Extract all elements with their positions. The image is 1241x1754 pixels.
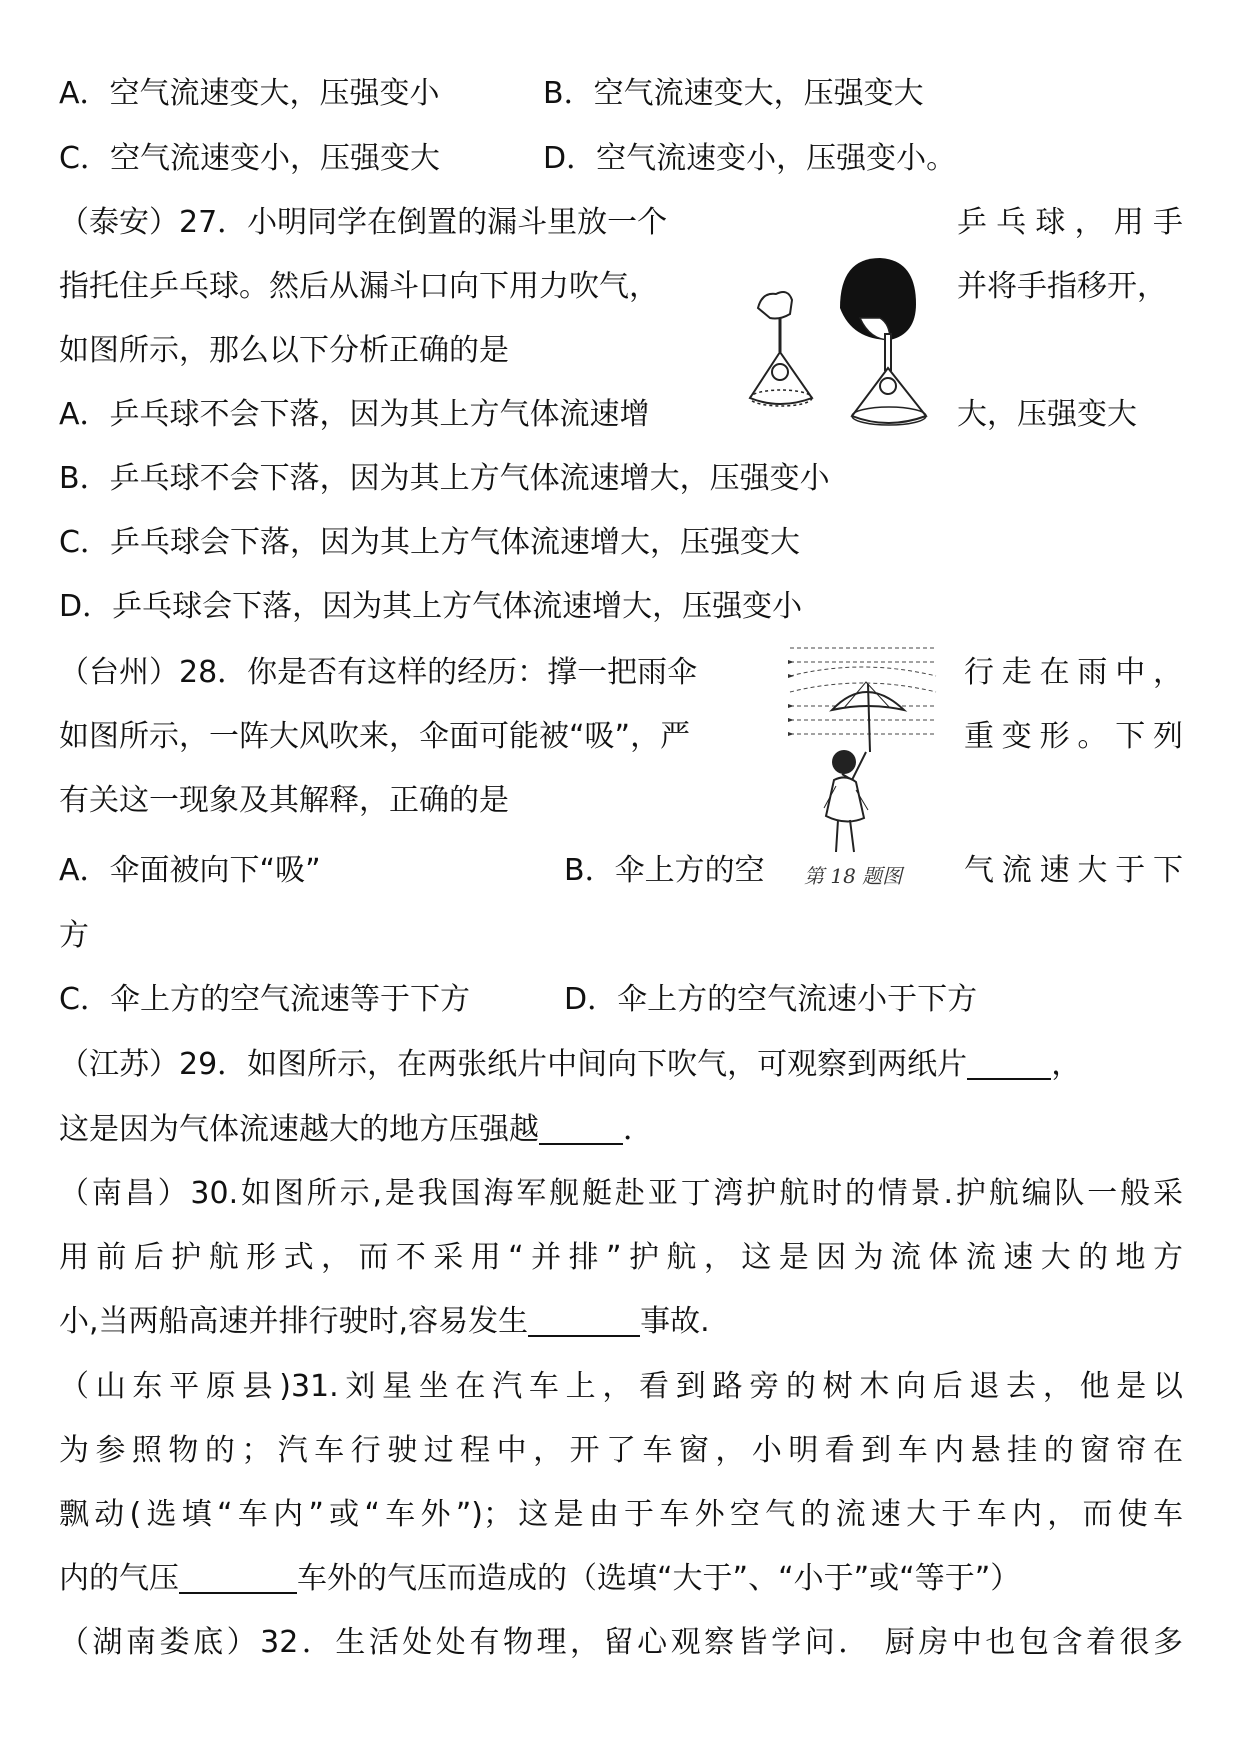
q28-umbrella-figure (786, 640, 942, 890)
q31-line2: 为参照物的；汽车行驶过程中，开了车窗，小明看到车内悬挂的窗帘在 (59, 1433, 1183, 1468)
q27-stem-line1-right: 乒乓球，用手 (957, 205, 1183, 240)
q29-line2-text: 这是因为气体流速越大的地方压强越 (59, 1112, 539, 1147)
q29-line2 (59, 1110, 653, 1150)
q28-stem-line3: 有关这一现象及其解释，正确的是 (59, 783, 509, 818)
q27-stem-line2-right: 并将手指移开， (957, 269, 1167, 304)
q27-option-d: D．乒乓球会下落，因为其上方气体流速增大，压强变小 (59, 589, 803, 624)
q27-option-c: C．乒乓球会下落，因为其上方气体流速增大，压强变大 (59, 525, 800, 560)
q29-line1 (59, 1045, 1081, 1085)
q29-line1-text: （江苏）29．如图所示，在两张纸片中间向下吹气，可观察到两纸片 (59, 1047, 968, 1082)
q29-blank-2[interactable] (539, 1115, 623, 1145)
q28-figure-caption: 第 18 题图 (804, 864, 903, 888)
q31-line3: 飘动(选填“车内”或“车外”)；这是由于车外空气的流速大于车内，而使车 (59, 1497, 1183, 1532)
q27-stem-line1: （泰安）27．小明同学在倒置的漏斗里放一个 (59, 205, 668, 240)
q29-line2-end: ． (623, 1112, 653, 1147)
q28-option-b-right: 气流速大于下 (964, 853, 1183, 888)
q30-line2: 用前后护航形式，而不采用“并排”护航，这是因为流体流速大的地方 (59, 1240, 1183, 1275)
q28-stem-line1: （台州）28．你是否有这样的经历：撑一把雨伞 (59, 655, 698, 690)
q30-line3-end: 事故. (640, 1304, 710, 1339)
q31-line4-text: 内的气压 (59, 1561, 179, 1596)
q26-option-b: B．空气流速变大，压强变大 (543, 76, 924, 111)
q30-line3-text: 小,当两船高速并排行驶时,容易发生 (59, 1304, 529, 1339)
q31-line4 (59, 1559, 1020, 1599)
q26-option-a: A．空气流速变大，压强变小 (59, 76, 440, 111)
q27-funnel-figure (740, 248, 940, 440)
q26-option-c: C．空气流速变小，压强变大 (59, 141, 440, 176)
q28-option-b: B．伞上方的空 (564, 853, 765, 888)
q31-line4-end: 车外的气压而造成的（选填“大于”、“小于”或“等于”） (297, 1561, 1021, 1596)
q28-stem-line2: 如图所示，一阵大风吹来，伞面可能被“吸”，严 (59, 719, 691, 754)
q28-option-b-cont: 方 (59, 918, 89, 953)
q28-option-c: C．伞上方的空气流速等于下方 (59, 982, 470, 1017)
q31-line1: （山东平原县)31.刘星坐在汽车上，看到路旁的树木向后退去，他是以 (59, 1369, 1183, 1404)
q30-line3 (59, 1302, 710, 1342)
q27-option-a: A．乒乓球不会下落，因为其上方气体流速增 (59, 397, 650, 432)
q29-line1-end: ， (1051, 1047, 1082, 1082)
q31-blank[interactable] (179, 1564, 297, 1594)
q28-option-d: D．伞上方的空气流速小于下方 (564, 982, 978, 1017)
q30-blank[interactable] (528, 1307, 640, 1337)
q27-stem-line2: 指托住乒乓球。然后从漏斗口向下用力吹气， (59, 269, 659, 304)
q28-option-a: A．伞面被向下“吸” (59, 853, 321, 888)
q28-stem-line1-right: 行走在雨中， (964, 655, 1183, 690)
q32-line1: （湖南娄底）32．生活处处有物理，留心观察皆学问． 厨房中也包含着很多 (59, 1625, 1183, 1660)
q27-option-b: B．乒乓球不会下落，因为其上方气体流速增大，压强变小 (59, 461, 830, 496)
q29-blank-1[interactable] (967, 1050, 1051, 1080)
q26-option-d: D．空气流速变小，压强变小。 (543, 141, 957, 176)
q27-option-a-right: 大，压强变大 (957, 397, 1137, 432)
q27-stem-line3: 如图所示，那么以下分析正确的是 (59, 333, 509, 368)
q30-line1: （南昌）30.如图所示,是我国海军舰艇赴亚丁湾护航时的情景.护航编队一般采 (59, 1176, 1183, 1211)
q28-stem-line2-right: 重变形。下列 (964, 719, 1183, 754)
